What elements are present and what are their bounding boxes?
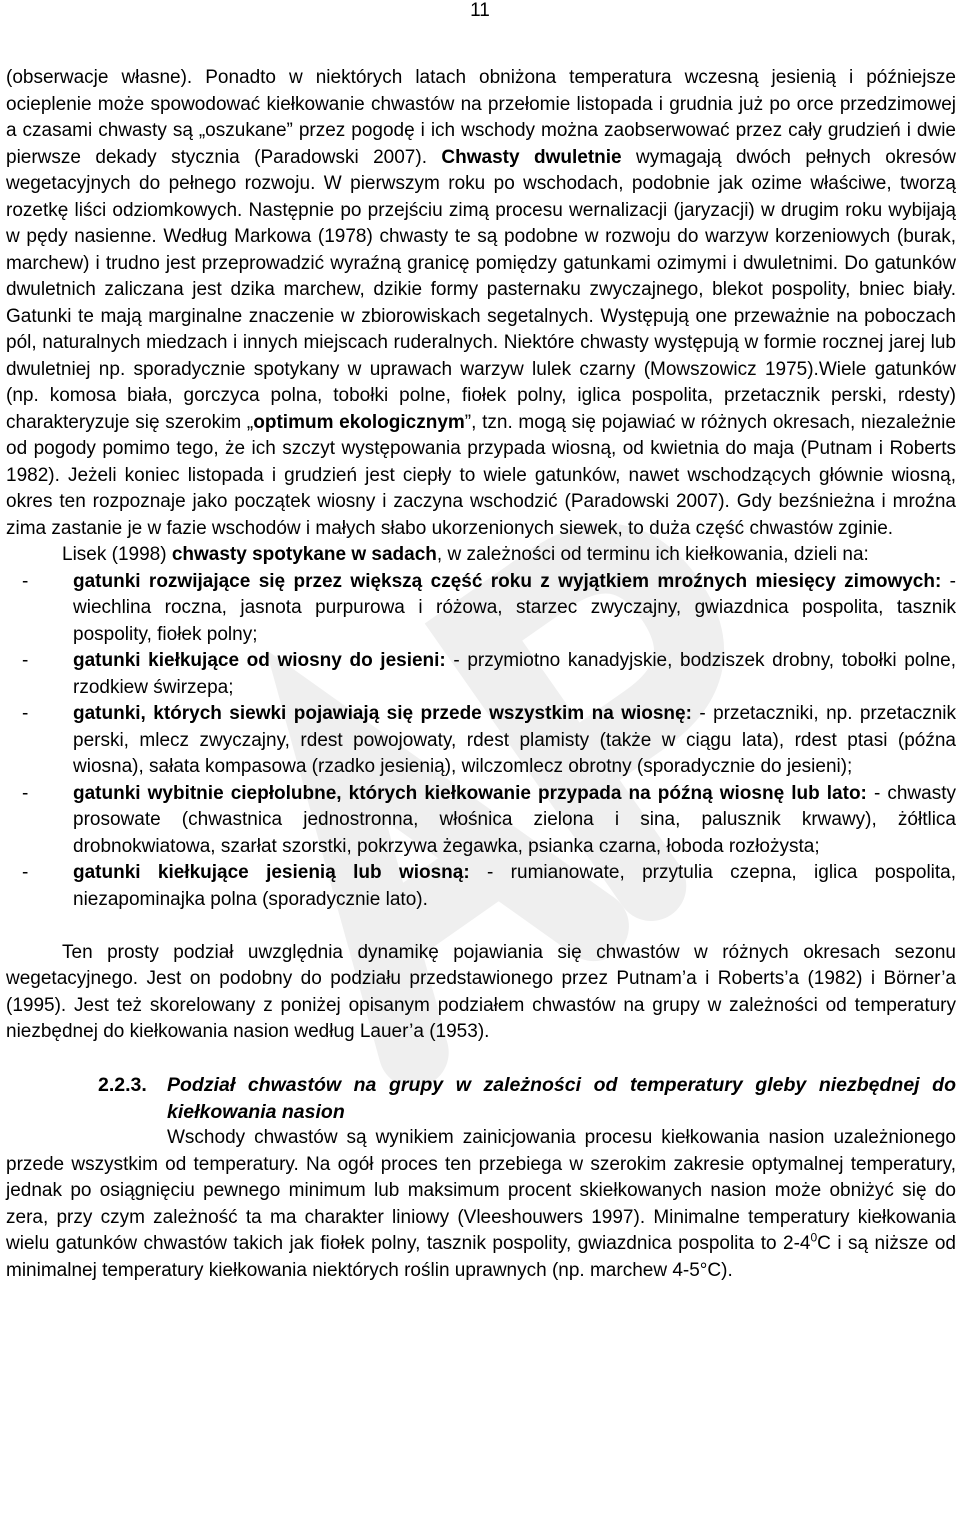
list-item: - gatunki rozwijające się przez większą część roku z wyjątkiem mroźnych miesięcy zimowych: - wiechlina roczna, jasnota purpurowa i różowa, starzec zwyczajny, gwiazdnica pospolita, tasznik pospolity, fiołek polny; — [6, 569, 956, 649]
section-number: 2.2.3. — [98, 1074, 147, 1096]
page-number: 11 — [470, 0, 490, 21]
list-item: - gatunki wybitnie ciepłolubne, których kiełkowanie przypada na późną wiosnę lub lato: - chwasty prosowate (chwastnica jednostronna, włośnica zielona i sina, palusznik krwawy), żółtlica drobnokwiatowa, szarłat szorstki, pokrzywa żegawka, psianka czarna, łoboda rozłożysta; — [6, 781, 956, 861]
section-title: Podział chwastów na grupy w zależności od temperatury gleby niezbędnej do kiełkowania nasion — [167, 1074, 956, 1123]
term-optimum: optimum ekologicznym — [253, 411, 465, 433]
paragraph-summary: Ten prosty podział uwzględnia dynamikę pojawiania się chwastów w różnych okresach sezonu wegetacyjnego. Jest on podobny do podziału przedstawionego przez Putnam’a i Roberts’a (1982) i Börner’a (1995). Jest też skorelowany z poniżej opisanym podziałem chwastów na grupy w zależności od temperatury niezbędnej do kiełkowania nasion według Lauer’a (1953). — [6, 941, 956, 1042]
list-item: - gatunki kiełkujące od wiosny do jesieni: - przymiotno kanadyjskie, bodziszek drobny, tobołki polne, rzodkiew świrzepa; — [6, 648, 956, 701]
spacer — [6, 913, 956, 940]
paragraph-lisek: Lisek (1998) chwasty spotykane w sadach, w zależności od terminu ich kiełkowania, dzieli na: — [62, 544, 869, 565]
list-item: - gatunki kiełkujące jesienią lub wiosną: - rumianowate, przytulia czepna, iglica pospolita, niezapominajka polna (sporadycznie lato). — [6, 860, 956, 913]
section-heading — [6, 1072, 956, 1125]
section-body: Wschody chwastów są wynikiem zainicjowania procesu kiełkowania nasion uzależnionego przede wszystkim od temperatury. Na ogół proces ten przebiega w szerokim zakresie optymalnej temperatury, jednak po osiągnięciu pewnego minimum lub maksimum procent skiełkowanych nasion może obniżyć się do zera, przy czym zależność ta ma charakter liniowy (Vleeshouwers 1997). Minimalne temperatury kiełkowania wielu gatunków chwastów takich jak fiołek polny, tasznik pospolity, gwiazdnica pospolita to $2-4^0C$ i są niższe od minimalnej temperatury kiełkowania niektórych roślin uprawnych (np. marchew 4-5°C). — [6, 1127, 956, 1281]
document-page — [6, 65, 956, 1284]
paragraph-intro: (obserwacje własne). Ponadto w niektórych latach obniżona temperatura wczesną jesienią i późniejsze ocieplenie może spowodować kiełkowanie chwastów na przełomie listopada i grudnia już po orce przedzimowej a czasami chwasty są „oszukane” przez pogodę i ich wschody można zaobserwować przez cały grudzień i dwie pierwsze dekady stycznia (Paradowski 2007). Chwasty dwuletnie wymagają dwóch pełnych okresów wegetacyjnych do pełnego rozwoju. W pierwszym roku po wschodach, podobnie jak ozime właściwe, tworzą rozetkę liści odziomkowych. Następnie po przejściu zimą procesu wernalizacji (jaryzacji) w drugim roku wybijają w pędy nasienne. Według Markowa (1978) chwasty te są podobne w rozwoju do warzyw korzeniowych (burak, marchew) i trudno jest przeprowadzić wyraźną granicę pomiędzy gatunkami ozimymi i dwuletnimi. Do gatunków dwuletnich zaliczana jest dzika marchew, dzikie formy pasternaku zwyczajnego, blekot pospolity, bniec biały. Gatunki te mają marginalne znaczenie w zbiorowiskach segetalnych. Występują one przeważnie na poboczach pól, naturalnych miedzach i innych miejscach ruderalnych. Niektóre chwasty występują w formie rocznej jarej lub dwuletniej np. sporadycznie spotykany w uprawach warzyw lulek czarny (Mowszowicz 1975).Wiele gatunków (np. komosa biała, gorczyca polna, tobołki polne, fiołek polny, iglica pospolita, przetacznik perski, rdesty) charakteryzuje się szerokim „optimum ekologicznym”, tzn. mogą się pojawiać w różnych okresach, niezależnie od pogody pomimo tego, że ich szczyt występowania przypada wiosną, od kwietnia do maja (Putnam i Roberts 1982). Jeżeli koniec listopada i grudzień jest ciepły to wiele gatunków, nawet wschodzących głównie wiosną, okres ten rozpoznaje jako początek wiosny i zaczyna wschodzić (Paradowski 2007). Gdy bezśnieżna i mroźna zima zastanie je w fazie wschodów i małych słabo ukorzenionych siewek, to duża część chwastów zginie. — [6, 67, 957, 539]
weed-group-list — [6, 569, 956, 914]
term-biennial-weeds: Chwasty dwuletnie — [441, 146, 622, 168]
list-item: - gatunki, których siewki pojawiają się przede wszystkim na wiosnę: - przetaczniki, np. przetacznik perski, mlecz zwyczajny, rdest powojowaty, rdest plamisty (także w ciągu lata), rdest ptasi (późna wiosna), sałata kompasowa (rzadko jesienią), wilczomlecz obrotny (sporadycznie do jesieni); — [6, 701, 956, 781]
